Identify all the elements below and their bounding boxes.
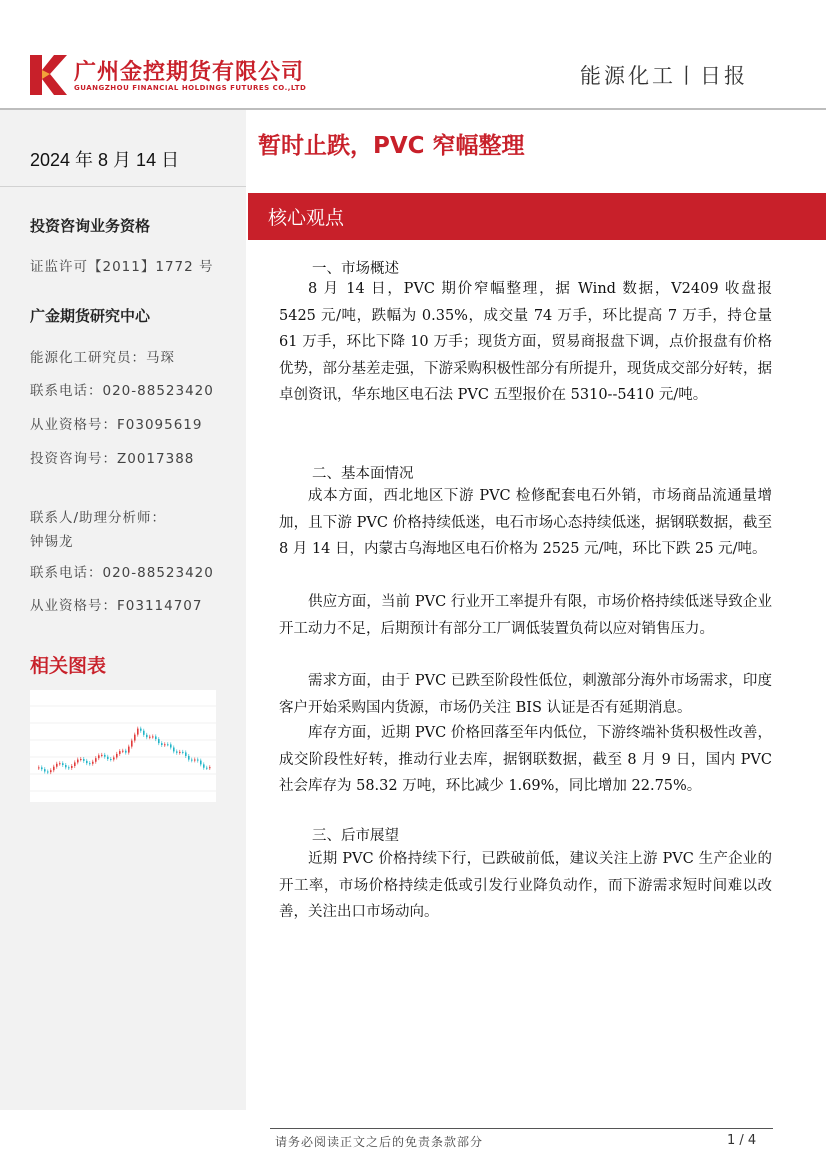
candle-body	[125, 751, 127, 753]
section-heading: 一、市场概述	[312, 261, 399, 277]
candle-body	[131, 741, 133, 747]
report-date: 2024 年 8 月 14 日	[30, 150, 180, 170]
candle-body	[71, 766, 73, 768]
contact-role: 联系人/助理分析师：	[30, 510, 167, 526]
candle-body	[119, 751, 121, 754]
candle-body	[92, 762, 94, 764]
candle-body	[53, 767, 55, 771]
candle-body	[158, 739, 160, 743]
candle-body	[107, 757, 109, 759]
candle-body	[74, 762, 76, 766]
candle-body	[170, 744, 172, 747]
candle-body	[98, 755, 100, 758]
candle-body	[101, 755, 103, 756]
candle-body	[140, 729, 142, 731]
candle-body	[38, 767, 40, 768]
candle-body	[143, 731, 145, 735]
candle-body	[110, 759, 112, 760]
license-number: 证监许可【2011】1772 号	[30, 259, 214, 275]
candle-body	[59, 763, 61, 764]
report-type: 能源化工丨日报	[580, 64, 748, 88]
candle-body	[134, 735, 136, 741]
cert-number: 从业资格号：F03095619	[30, 417, 203, 433]
consult-number: 投资咨询号：Z0017388	[30, 451, 195, 467]
candle-body	[62, 763, 64, 765]
candle-body	[56, 764, 58, 767]
sidebar-divider	[0, 186, 246, 187]
section-paragraph: 8 月 14 日，PVC 期价窄幅整理，据 Wind 数据，V2409 收盘报 5425 元/吨，跌幅为 0.35%，成交量 74 万手，环比提高 7 万手，持仓量 61 万手，环比下降 10 万手；现货方面，贸易商报盘下调，点价报盘有价格优势，部分基差走强，下游采购积极性部分有所提升，现货成交部分好转，据卓创资讯，华东地区电石法 PVC 五型报价在 5310--5410 元/吨。	[279, 281, 772, 403]
research-center: 广金期货研究中心	[30, 307, 151, 325]
section-paragraph: 需求方面，由于 PVC 已跌至阶段性低位，刺激部分海外市场需求，印度客户开始采购国内货源，市场仍关注 BIS 认证是否有延期消息。	[279, 673, 772, 716]
candle-body	[185, 752, 187, 756]
candle-body	[41, 767, 43, 769]
qualification-title: 投资咨询业务资格	[30, 217, 151, 235]
candle-body	[68, 767, 70, 768]
candle-body	[113, 757, 115, 759]
candle-body	[209, 767, 211, 768]
candle-body	[95, 758, 97, 762]
candle-body	[182, 752, 184, 753]
candle-body	[179, 752, 181, 753]
disclaimer-note: 请务必阅读正文之后的免责条款部分	[275, 1135, 484, 1149]
section-paragraph: 供应方面，当前 PVC 行业开工率提升有限，市场价格持续低迷导致企业开工动力不足，后期预计有部分工厂调低装置负荷以应对销售压力。	[279, 594, 772, 637]
candle-body	[77, 760, 79, 763]
candle-body	[200, 761, 202, 765]
candle-body	[104, 755, 106, 757]
section-paragraph: 近期 PVC 价格持续下行，已跌破前低，建议关注上游 PVC 生产企业的开工率，市场价格持续走低或引发行业降负动作，而下游需求短时间难以改善，关注出口市场动向。	[279, 851, 772, 920]
candle-body	[149, 737, 151, 738]
researcher: 能源化工研究员：马琛	[30, 350, 175, 366]
candle-body	[50, 770, 52, 772]
candle-body	[83, 759, 85, 761]
candle-body	[128, 747, 130, 753]
candle-body	[161, 743, 163, 745]
report-title: 暂时止跌，PVC 窄幅整理	[258, 133, 525, 159]
related-charts-title: 相关图表	[30, 655, 107, 677]
candle-body	[194, 760, 196, 761]
company-name-cn: 广州金控期货有限公司	[74, 60, 305, 85]
related-chart-thumbnail	[30, 690, 216, 802]
section-paragraph: 成本方面，西北地区下游 PVC 检修配套电石外销，市场商品流通量增加，且下游 PVC 价格持续低迷，电石市场心态持续低迷，据钢联数据，截至 8 月 14 日，内蒙古乌海地区电石价格为 2525 元/吨，环比下跌 25 元/吨。	[279, 488, 772, 557]
candle-body	[173, 748, 175, 752]
page-number: 1 / 4	[727, 1133, 757, 1148]
candle-body	[191, 760, 193, 761]
candle-body	[152, 736, 154, 737]
cert-number-2: 从业资格号：F03114707	[30, 598, 203, 614]
candle-body	[47, 771, 49, 772]
candle-body	[44, 769, 46, 771]
contact-name: 钟锡龙	[30, 534, 74, 550]
section-heading: 三、后市展望	[312, 828, 399, 844]
candle-body	[65, 765, 67, 767]
footer-divider	[270, 1128, 773, 1129]
section-heading: 二、基本面情况	[312, 466, 414, 482]
candle-body	[155, 736, 157, 739]
candle-body	[89, 763, 91, 764]
candle-body	[197, 760, 199, 761]
company-name-en: GUANGZHOU FINANCIAL HOLDINGS FUTURES CO.,LTD	[74, 84, 307, 92]
candle-body	[206, 768, 208, 769]
candle-body	[188, 756, 190, 760]
candle-body	[167, 744, 169, 745]
candle-body	[203, 764, 205, 767]
candle-body	[122, 751, 124, 752]
core-view-label: 核心观点	[268, 207, 345, 229]
candle-body	[146, 735, 148, 737]
contact-phone: 联系电话：020-88523420	[30, 383, 214, 399]
candle-body	[116, 754, 118, 758]
company-logo-icon	[30, 55, 68, 95]
candle-body	[137, 729, 139, 735]
candle-body	[164, 744, 166, 745]
candle-body	[86, 761, 88, 763]
candle-body	[80, 759, 82, 760]
section-paragraph: 库存方面，近期 PVC 价格回落至年内低位，下游终端补货积极性改善，成交阶段性好转，推动行业去库，据钢联数据，截至 8 月 9 日，国内 PVC 社会库存为 58.32 万吨，环比减少 1.69%，同比增加 22.75%。	[279, 725, 772, 794]
candle-body	[176, 751, 178, 752]
contact-phone-2: 联系电话：020-88523420	[30, 565, 214, 581]
